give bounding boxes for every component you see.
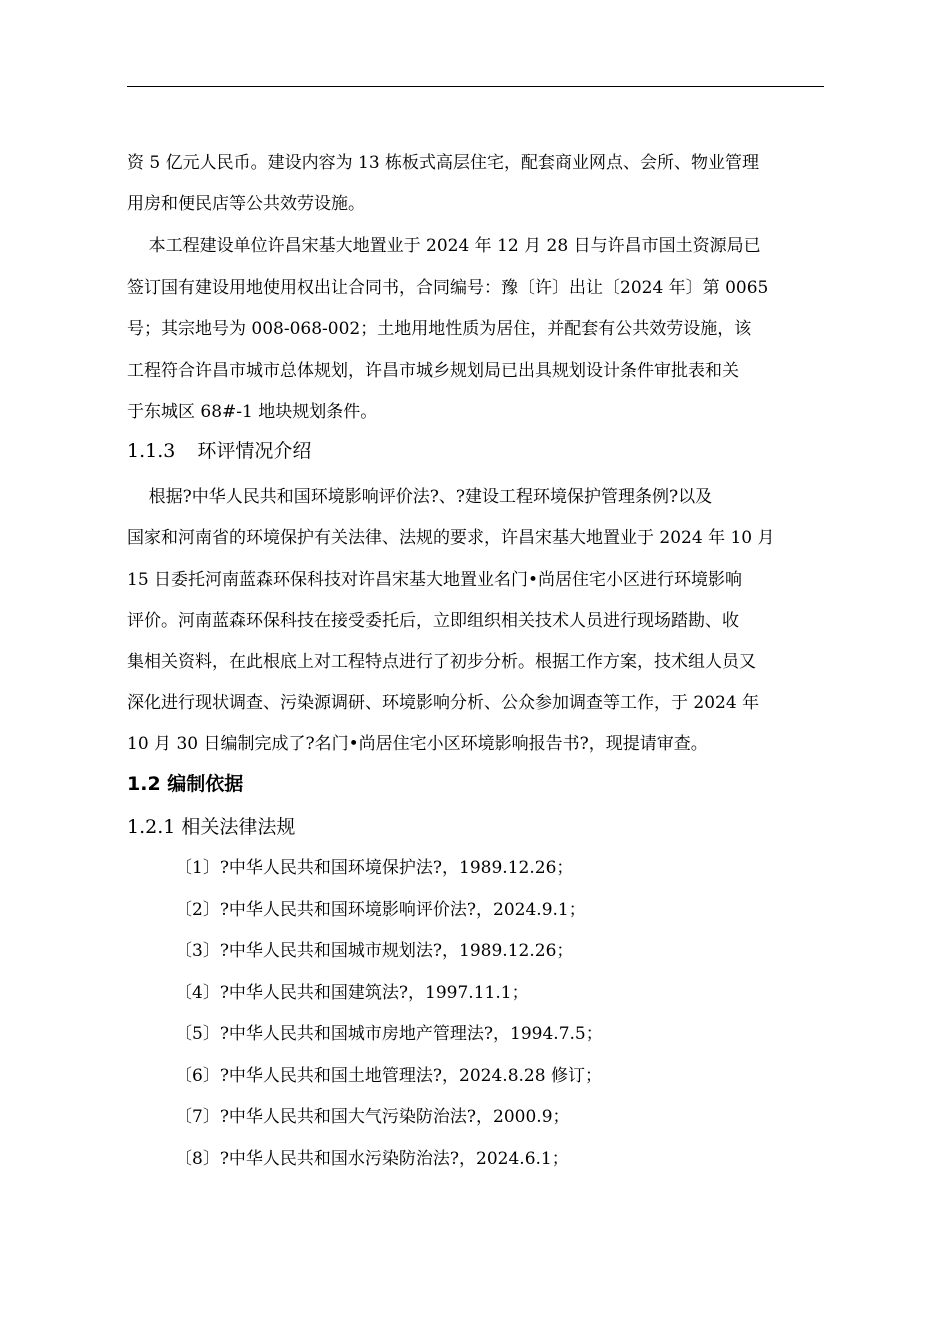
- paragraph-1-line-1: 资 5 亿元人民币。建设内容为 13 栋板式高层住宅，配套商业网点、会所、物业管理: [127, 153, 760, 173]
- paragraph-3-line-5: 集相关资料，在此根底上对工程特点进行了初步分析。根据工作方案，技术组人员又: [127, 652, 756, 672]
- paragraph-2-line-3: 号；其宗地号为 008-068-002；土地用地性质为居住，并配套有公共效劳设施，该: [127, 319, 752, 339]
- section-number: 1.2: [127, 773, 161, 795]
- section-title: 编制依据: [167, 773, 244, 795]
- reference-item: 〔4〕?中华人民共和国建筑法?，1997.11.1；: [175, 983, 529, 1003]
- paragraph-1-line-2: 用房和便民店等公共效劳设施。: [127, 194, 365, 214]
- reference-item: 〔1〕?中华人民共和国环境保护法?，1989.12.26；: [175, 858, 574, 878]
- reference-item: 〔2〕?中华人民共和国环境影响评价法?，2024.9.1；: [175, 900, 586, 920]
- reference-item: 〔3〕?中华人民共和国城市规划法?，1989.12.26；: [175, 941, 574, 961]
- paragraph-3-line-1: 根据?中华人民共和国环境影响评价法?、?建设工程环境保护管理条例?以及: [127, 487, 713, 507]
- paragraph-2-line-4: 工程符合许昌市城市总体规划，许昌市城乡规划局已出具规划设计条件审批表和关: [127, 361, 739, 381]
- section-heading-1-1-3: [127, 439, 311, 463]
- section-number: 1.2.1: [127, 816, 176, 838]
- reference-item: 〔7〕?中华人民共和国大气污染防治法?，2000.9；: [175, 1107, 570, 1127]
- section-number: 1.1.3: [127, 440, 176, 462]
- reference-item: 〔6〕?中华人民共和国土地管理法?，2024.8.28 修订；: [175, 1066, 602, 1086]
- section-heading-1-2: [127, 772, 243, 796]
- section-heading-1-2-1: [127, 815, 295, 839]
- section-title: 相关法律法规: [181, 816, 296, 838]
- paragraph-2-line-1: 本工程建设单位许昌宋基大地置业于 2024 年 12 月 28 日与许昌市国土资源局已: [127, 236, 761, 256]
- paragraph-3-line-6: 深化进行现状调查、污染源调研、环境影响分析、公众参加调查等工作，于 2024 年: [127, 693, 760, 713]
- section-title: 环评情况介绍: [197, 440, 312, 462]
- paragraph-3-line-3: 15 日委托河南蓝森环保科技对许昌宋基大地置业名门•尚居住宅小区进行环境影响: [127, 570, 743, 590]
- paragraph-2-line-5: 于东城区 68#-1 地块规划条件。: [127, 402, 378, 422]
- paragraph-2-line-2: 签订国有建设用地使用权出让合同书，合同编号：豫〔许〕出让〔2024 年〕第 0065: [127, 278, 769, 298]
- paragraph-3-line-7: 10 月 30 日编制完成了?名门•尚居住宅小区环境影响报告书?，现提请审查。: [127, 734, 708, 754]
- paragraph-3-line-4: 评价。河南蓝森环保科技在接受委托后，立即组织相关技术人员进行现场踏勘、收: [127, 611, 739, 631]
- reference-item: 〔8〕?中华人民共和国水污染防治法?，2024.6.1；: [175, 1149, 569, 1169]
- header-rule: [127, 86, 824, 87]
- reference-item: 〔5〕?中华人民共和国城市房地产管理法?，1994.7.5；: [175, 1024, 603, 1044]
- paragraph-3-line-2: 国家和河南省的环境保护有关法律、法规的要求，许昌宋基大地置业于 2024 年 10 月: [127, 528, 775, 548]
